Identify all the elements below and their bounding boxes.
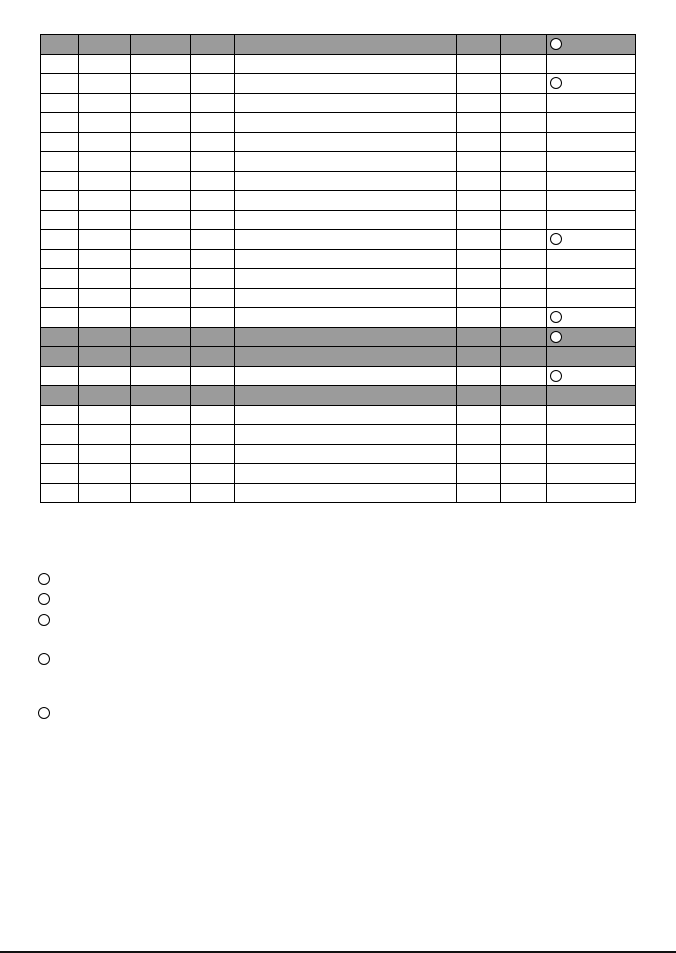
table-cell — [501, 483, 547, 503]
table-cell — [457, 308, 501, 328]
table-cell — [235, 210, 457, 230]
table-cell — [191, 483, 235, 503]
table-cell — [191, 386, 235, 406]
table-cell — [235, 171, 457, 191]
footnote-item — [38, 593, 56, 607]
table-cell — [41, 464, 79, 484]
table-cell-status — [547, 366, 636, 386]
table-cell — [501, 54, 547, 74]
table-cell — [41, 405, 79, 425]
table-cell — [41, 210, 79, 230]
table-cell — [457, 425, 501, 445]
table-cell — [79, 152, 131, 172]
table-cell — [131, 405, 191, 425]
table-cell-status — [547, 269, 636, 289]
table-cell — [191, 230, 235, 250]
data-table — [40, 34, 636, 503]
table-cell — [79, 366, 131, 386]
table-cell-status — [547, 347, 636, 367]
table-cell — [457, 171, 501, 191]
table-cell — [41, 347, 79, 367]
table-row — [41, 171, 636, 191]
table-cell — [79, 405, 131, 425]
table-row — [41, 35, 636, 55]
table-cell — [41, 74, 79, 94]
table-row — [41, 308, 636, 328]
table-cell — [41, 113, 79, 133]
table-cell — [235, 288, 457, 308]
table-cell — [131, 132, 191, 152]
table-cell — [131, 249, 191, 269]
table-cell — [501, 288, 547, 308]
table-cell — [79, 249, 131, 269]
table-cell — [235, 464, 457, 484]
table-cell — [41, 132, 79, 152]
table-cell — [41, 54, 79, 74]
table-cell — [131, 152, 191, 172]
table-cell — [191, 308, 235, 328]
table-cell — [191, 464, 235, 484]
table-cell — [457, 249, 501, 269]
table-row — [41, 191, 636, 211]
table-row — [41, 464, 636, 484]
table-row — [41, 74, 636, 94]
table-cell — [457, 152, 501, 172]
table-cell — [457, 347, 501, 367]
table-cell — [235, 269, 457, 289]
footnote-item — [38, 653, 56, 667]
table-cell — [131, 425, 191, 445]
table-cell — [131, 444, 191, 464]
table-cell — [131, 54, 191, 74]
table-cell — [41, 230, 79, 250]
table-cell — [79, 464, 131, 484]
table-cell — [501, 366, 547, 386]
table-cell — [235, 230, 457, 250]
table-row — [41, 386, 636, 406]
table-cell-status — [547, 74, 636, 94]
table-cell — [191, 54, 235, 74]
table-cell — [41, 93, 79, 113]
footnote-item — [38, 614, 56, 628]
table-cell-status — [547, 93, 636, 113]
table-cell — [235, 132, 457, 152]
table-row — [41, 269, 636, 289]
table-cell — [235, 366, 457, 386]
table-cell — [41, 366, 79, 386]
table-cell — [235, 405, 457, 425]
footnote-item — [38, 707, 56, 721]
table-cell — [501, 230, 547, 250]
table-cell — [501, 308, 547, 328]
table-row — [41, 483, 636, 503]
table-cell — [501, 210, 547, 230]
table-cell — [457, 405, 501, 425]
table-cell — [79, 347, 131, 367]
table-cell — [191, 444, 235, 464]
table-cell — [79, 210, 131, 230]
table-cell — [457, 288, 501, 308]
table-cell-status — [547, 210, 636, 230]
table-cell — [457, 366, 501, 386]
table-row — [41, 152, 636, 172]
table-cell — [235, 152, 457, 172]
table-cell — [191, 191, 235, 211]
table-cell — [501, 113, 547, 133]
table-cell-status — [547, 249, 636, 269]
table-cell — [41, 288, 79, 308]
table-cell — [235, 113, 457, 133]
table-cell — [501, 425, 547, 445]
table-cell — [131, 35, 191, 55]
table-cell — [501, 347, 547, 367]
table-cell — [79, 288, 131, 308]
table-cell — [79, 269, 131, 289]
table-cell — [235, 54, 457, 74]
table-cell — [79, 113, 131, 133]
table-cell — [79, 35, 131, 55]
table-cell — [41, 171, 79, 191]
table-cell — [191, 366, 235, 386]
table-cell — [191, 327, 235, 347]
table-cell — [501, 35, 547, 55]
table-cell — [235, 444, 457, 464]
table-cell — [191, 249, 235, 269]
table-cell — [79, 483, 131, 503]
table-cell — [41, 444, 79, 464]
table-cell — [457, 35, 501, 55]
table-cell — [235, 74, 457, 94]
table-cell-status — [547, 113, 636, 133]
table-cell — [501, 132, 547, 152]
table-cell — [79, 74, 131, 94]
table-cell — [79, 327, 131, 347]
table-cell — [457, 327, 501, 347]
table-cell — [131, 93, 191, 113]
table-row — [41, 444, 636, 464]
table-cell — [131, 288, 191, 308]
table-cell-status — [547, 54, 636, 74]
table-cell — [79, 132, 131, 152]
table-row — [41, 93, 636, 113]
table-cell — [131, 386, 191, 406]
table-cell — [131, 210, 191, 230]
table-cell — [457, 230, 501, 250]
table-cell — [41, 308, 79, 328]
table-cell — [41, 35, 79, 55]
table-cell-status — [547, 327, 636, 347]
table-cell — [41, 152, 79, 172]
table-cell — [235, 425, 457, 445]
table-cell-status — [547, 288, 636, 308]
table-cell — [235, 93, 457, 113]
table-cell — [79, 425, 131, 445]
table-cell — [41, 249, 79, 269]
table-cell — [191, 152, 235, 172]
table-cell — [79, 308, 131, 328]
circle-marker-icon — [550, 77, 562, 89]
table-cell — [235, 35, 457, 55]
table-cell — [457, 54, 501, 74]
circle-marker-icon — [550, 331, 562, 343]
table-cell — [191, 210, 235, 230]
table-row — [41, 347, 636, 367]
table-cell — [191, 113, 235, 133]
table-cell — [457, 74, 501, 94]
table-cell — [501, 386, 547, 406]
circle-bullet-icon — [38, 573, 50, 585]
table-cell — [131, 347, 191, 367]
table-row — [41, 425, 636, 445]
table-cell — [79, 54, 131, 74]
table-cell — [457, 210, 501, 230]
table-cell — [131, 269, 191, 289]
table-cell — [457, 113, 501, 133]
circle-bullet-icon — [38, 593, 50, 605]
circle-marker-icon — [550, 311, 562, 323]
table-cell — [191, 288, 235, 308]
table-cell — [79, 171, 131, 191]
table-cell — [191, 347, 235, 367]
table-cell-status — [547, 464, 636, 484]
table-cell — [457, 269, 501, 289]
table-cell — [131, 113, 191, 133]
circle-bullet-icon — [38, 614, 50, 626]
table-row — [41, 249, 636, 269]
table-cell — [79, 230, 131, 250]
table-cell — [501, 269, 547, 289]
table-cell-status — [547, 191, 636, 211]
table-cell — [131, 308, 191, 328]
table-cell — [501, 152, 547, 172]
table-cell — [235, 308, 457, 328]
table-cell-status — [547, 483, 636, 503]
table-cell — [191, 74, 235, 94]
table-cell-status — [547, 308, 636, 328]
table-cell-status — [547, 386, 636, 406]
table-row — [41, 405, 636, 425]
table-cell — [191, 93, 235, 113]
table-cell — [131, 366, 191, 386]
table-cell — [501, 444, 547, 464]
table-cell — [131, 191, 191, 211]
table-cell — [457, 132, 501, 152]
table-cell — [501, 327, 547, 347]
table-row — [41, 210, 636, 230]
table-cell — [191, 35, 235, 55]
table-cell — [457, 464, 501, 484]
table-row — [41, 288, 636, 308]
table-cell — [235, 327, 457, 347]
table-cell — [79, 191, 131, 211]
table-cell-status — [547, 405, 636, 425]
circle-bullet-icon — [38, 653, 50, 665]
table-cell — [131, 230, 191, 250]
table-cell — [131, 464, 191, 484]
circle-marker-icon — [550, 370, 562, 382]
table-cell-status — [547, 35, 636, 55]
table-cell — [457, 191, 501, 211]
table-row — [41, 113, 636, 133]
table-cell — [235, 386, 457, 406]
table-cell — [501, 249, 547, 269]
table-body — [41, 35, 636, 503]
table-cell — [191, 405, 235, 425]
table-row — [41, 132, 636, 152]
table-cell-status — [547, 444, 636, 464]
table-cell — [501, 405, 547, 425]
table-cell — [79, 386, 131, 406]
table-cell — [457, 444, 501, 464]
table-cell — [41, 191, 79, 211]
circle-marker-icon — [550, 38, 562, 50]
table-cell — [191, 132, 235, 152]
table-cell — [501, 171, 547, 191]
table-cell — [41, 327, 79, 347]
table-cell-status — [547, 171, 636, 191]
table-cell — [235, 483, 457, 503]
table-cell — [457, 386, 501, 406]
circle-bullet-icon — [38, 707, 50, 719]
table-cell — [41, 386, 79, 406]
table-cell-status — [547, 230, 636, 250]
table-cell — [131, 327, 191, 347]
table-cell — [457, 93, 501, 113]
table-cell — [41, 425, 79, 445]
table-row — [41, 366, 636, 386]
table-cell — [131, 74, 191, 94]
table-cell — [457, 483, 501, 503]
table-cell — [191, 425, 235, 445]
table-cell — [79, 93, 131, 113]
table-cell — [235, 347, 457, 367]
circle-marker-icon — [550, 233, 562, 245]
table-cell — [131, 171, 191, 191]
footnote-item — [38, 573, 56, 587]
table-cell-status — [547, 132, 636, 152]
table-cell-status — [547, 152, 636, 172]
table-cell — [235, 249, 457, 269]
table-cell — [131, 483, 191, 503]
table-cell — [501, 191, 547, 211]
table-cell-status — [547, 425, 636, 445]
table-row — [41, 54, 636, 74]
table-row — [41, 230, 636, 250]
table-cell — [79, 444, 131, 464]
table-cell — [41, 483, 79, 503]
table-cell — [191, 171, 235, 191]
table-cell — [501, 93, 547, 113]
table-cell — [501, 74, 547, 94]
table-cell — [41, 269, 79, 289]
table-cell — [191, 269, 235, 289]
table-cell — [501, 464, 547, 484]
table-row — [41, 327, 636, 347]
table-cell — [235, 191, 457, 211]
